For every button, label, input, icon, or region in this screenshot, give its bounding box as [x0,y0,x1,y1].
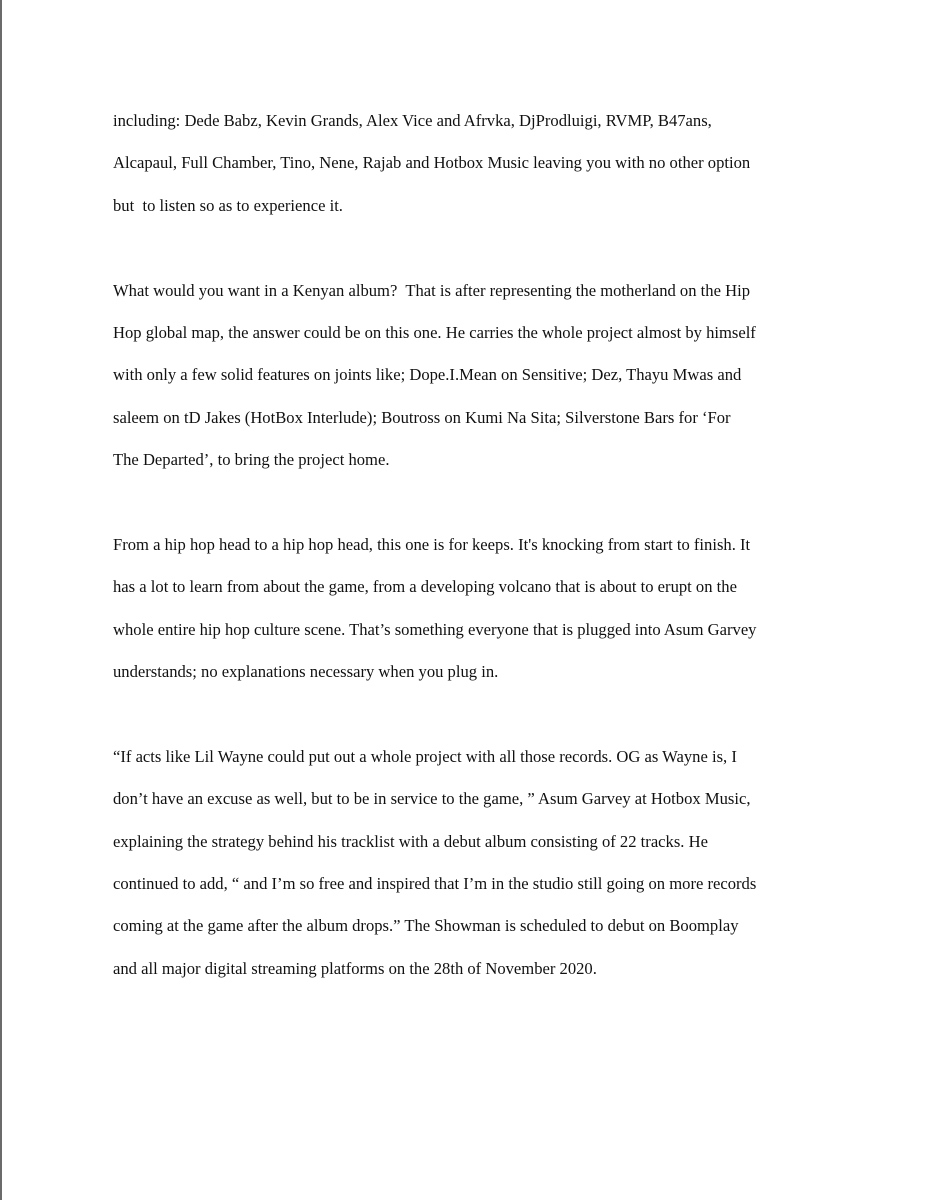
text-line: “If acts like Lil Wayne could put out a whole project with all those records. OG as Wayne is, I [113,746,737,766]
text-line: coming at the game after the album drops.” The Showman is scheduled to debut on Boomplay [113,916,739,936]
document-body [113,100,838,990]
text-line: Alcapaul, Full Chamber, Tino, Nene, Rajab and Hotbox Music leaving you with no other option [113,153,751,173]
paragraph-spacer [113,482,838,524]
paragraph-spacer [113,227,838,269]
text-line: including: Dede Babz, Kevin Grands, Alex Vice and Afrvka, DjProdluigi, RVMP, B47ans, [113,111,712,130]
text-line: What would you want in a Kenyan album? That is after representing the motherland on the Hip [113,280,750,300]
text-line: continued to add, “ and I’m so free and inspired that I’m in the studio still going on more records [113,874,757,894]
paragraph-2 [113,270,838,482]
paragraph-1 [113,100,838,227]
text-line: The Departed’, to bring the project home. [113,450,390,470]
text-line: Hop global map, the answer could be on this one. He carries the whole project almost by himself [113,322,756,342]
text-line: explaining the strategy behind his tracklist with a debut album consisting of 22 tracks. He [113,831,708,851]
paragraph-spacer [113,693,838,735]
text-line: don’t have an excuse as well, but to be in service to the game, ” Asum Garvey at Hotbox Music, [113,789,751,809]
paragraph-4 [113,736,838,990]
text-line: with only a few solid features on joints like; Dope.I.Mean on Sensitive; Dez, Thayu Mwas and [113,365,742,385]
text-line: whole entire hip hop culture scene. That’s something everyone that is plugged into Asum Garvey [113,619,757,639]
text-line: saleem on tD Jakes (HotBox Interlude); Boutross on Kumi Na Sita; Silverstone Bars for ‘For [113,407,731,427]
text-line: From a hip hop head to a hip hop head, this one is for keeps. It's knocking from start to finish. It [113,534,751,554]
text-line: but to listen so as to experience it. [113,195,343,215]
paragraph-3 [113,524,838,694]
text-line: has a lot to learn from about the game, from a developing volcano that is about to erupt on the [113,577,737,597]
text-line: understands; no explanations necessary when you plug in. [113,662,499,682]
text-line: and all major digital streaming platforms on the 28th of November 2020. [113,958,597,978]
